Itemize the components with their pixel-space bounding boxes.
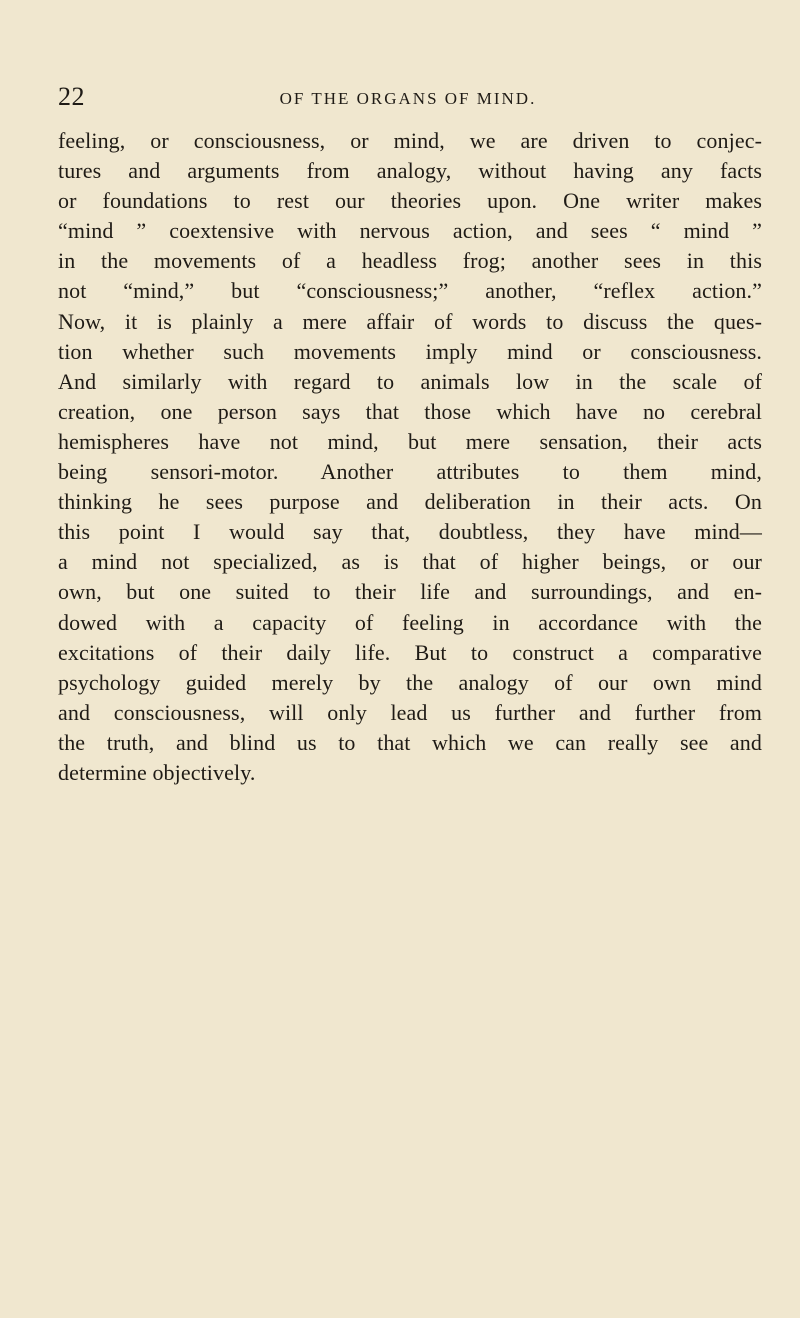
text-line: or foundations to rest our theories upon. One writer makes xyxy=(58,188,762,214)
text-line: own, but one suited to their life and surroundings, and en- xyxy=(58,579,762,605)
page-header xyxy=(58,84,758,116)
text-line: not “mind,” but “consciousness;” another, “reflex action.” xyxy=(58,278,762,304)
text-line: “mind ” coextensive with nervous action, and sees “ mind ” xyxy=(58,218,762,244)
text-line: the truth, and blind us to that which we can really see and xyxy=(58,729,762,755)
body-paragraph xyxy=(58,126,762,788)
text-line: thinking he sees purpose and deliberation in their acts. On xyxy=(58,489,762,515)
text-line-last: determine objectively. xyxy=(58,759,256,785)
text-line: And similarly with regard to animals low in the scale of xyxy=(58,368,762,394)
text-line: tion whether such movements imply mind or consciousness. xyxy=(58,338,762,364)
text-line: dowed with a capacity of feeling in accordance with the xyxy=(58,609,762,635)
text-line: this point I would say that, doubtless, they have mind— xyxy=(58,519,762,545)
text-line: being sensori-motor. Another attributes to them mind, xyxy=(58,459,762,485)
text-line: in the movements of a headless frog; another sees in this xyxy=(58,248,762,274)
text-line: hemispheres have not mind, but mere sensation, their acts xyxy=(58,428,762,454)
page-number: 22 xyxy=(58,82,85,111)
running-head: OF THE ORGANS OF MIND. xyxy=(279,89,537,108)
text-line: tures and arguments from analogy, without having any facts xyxy=(58,158,762,184)
text-line: psychology guided merely by the analogy of our own mind xyxy=(58,669,762,695)
text-line: feeling, or consciousness, or mind, we are driven to conjec- xyxy=(58,128,762,153)
text-line: and consciousness, will only lead us further and further from xyxy=(58,699,762,725)
text-line: Now, it is plainly a mere affair of words to discuss the ques- xyxy=(58,308,762,334)
text-line: creation, one person says that those which have no cerebral xyxy=(58,398,762,424)
text-line: a mind not specialized, as is that of higher beings, or our xyxy=(58,549,762,575)
text-line: excitations of their daily life. But to construct a comparative xyxy=(58,639,762,665)
